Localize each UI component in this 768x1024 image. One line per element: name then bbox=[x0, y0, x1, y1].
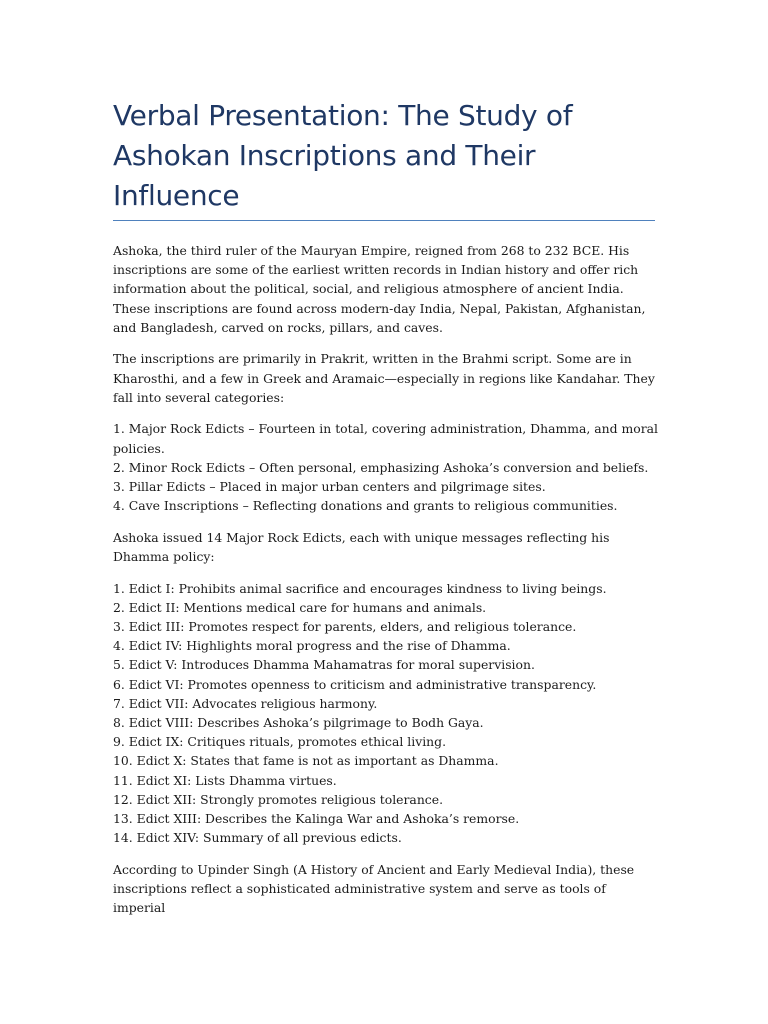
list-item: 4. Edict IV: Highlights moral progress and the rise of Dhamma. bbox=[113, 638, 511, 654]
list-item: 5. Edict V: Introduces Dhamma Mahamatras for moral supervision. bbox=[113, 657, 535, 673]
list-item: 4. Cave Inscriptions – Reflecting donations and grants to religious communities. bbox=[113, 498, 618, 514]
list-item: 11. Edict XI: Lists Dhamma virtues. bbox=[113, 772, 337, 788]
list-item: 1. Edict I: Prohibits animal sacrifice and encourages kindness to living beings. bbox=[113, 580, 607, 596]
list-item: 6. Edict VI: Promotes openness to criticism and administrative transparency. bbox=[113, 676, 597, 692]
paragraph-intro: Ashoka, the third ruler of the Mauryan Empire, reigned from 268 to 232 BCE. His inscriptions are some of the earliest written records in Indian history and offer rich information about the political, social, and religious atmosphere of ancient India. These inscriptions are found across modern-day India, Nepal, Pakistan, Afghanistan, and Bangladesh, carved on rocks, pillars, and caves. bbox=[113, 243, 646, 335]
list-item: 2. Edict II: Mentions medical care for humans and animals. bbox=[113, 599, 487, 615]
list-item: 8. Edict VIII: Describes Ashoka’s pilgrimage to Bodh Gaya. bbox=[113, 715, 484, 731]
list-item: 7. Edict VII: Advocates religious harmony. bbox=[113, 695, 378, 711]
categories-list bbox=[113, 419, 658, 515]
list-item: 2. Minor Rock Edicts – Often personal, emphasizing Ashoka’s conversion and beliefs. bbox=[113, 459, 649, 475]
list-item: 9. Edict IX: Critiques rituals, promotes ethical living. bbox=[113, 734, 447, 750]
edicts-list bbox=[113, 579, 658, 848]
list-item: 12. Edict XII: Strongly promotes religious tolerance. bbox=[113, 791, 444, 807]
list-item: 13. Edict XIII: Describes the Kalinga War and Ashoka’s remorse. bbox=[113, 811, 520, 827]
list-item: 3. Pillar Edicts – Placed in major urban centers and pilgrimage sites. bbox=[113, 479, 546, 495]
title-underline bbox=[113, 220, 655, 221]
paragraph-closing: According to Upinder Singh (A History of Ancient and Early Medieval India), these inscriptions reflect a sophisticated administrative system and serve as tools of imperial bbox=[113, 861, 635, 916]
list-item: 3. Edict III: Promotes respect for parents, elders, and religious tolerance. bbox=[113, 619, 577, 635]
document-body bbox=[113, 241, 658, 930]
list-item: 10. Edict X: States that fame is not as important as Dhamma. bbox=[113, 753, 499, 769]
paragraph-edicts-intro: Ashoka issued 14 Major Rock Edicts, each with unique messages reflecting his Dhamma policy: bbox=[113, 529, 610, 565]
list-item: 14. Edict XIV: Summary of all previous edicts. bbox=[113, 830, 402, 846]
paragraph-scripts: The inscriptions are primarily in Prakrit, written in the Brahmi script. Some are in Kharosthi, and a few in Greek and Aramaic—especially in regions like Kandahar. They fall into several categories: bbox=[113, 351, 655, 405]
list-item: 1. Major Rock Edicts – Fourteen in total, covering administration, Dhamma, and moral policies. bbox=[113, 421, 658, 456]
document-title: Verbal Presentation: The Study of Ashokan Inscriptions and Their Influence bbox=[113, 99, 573, 212]
